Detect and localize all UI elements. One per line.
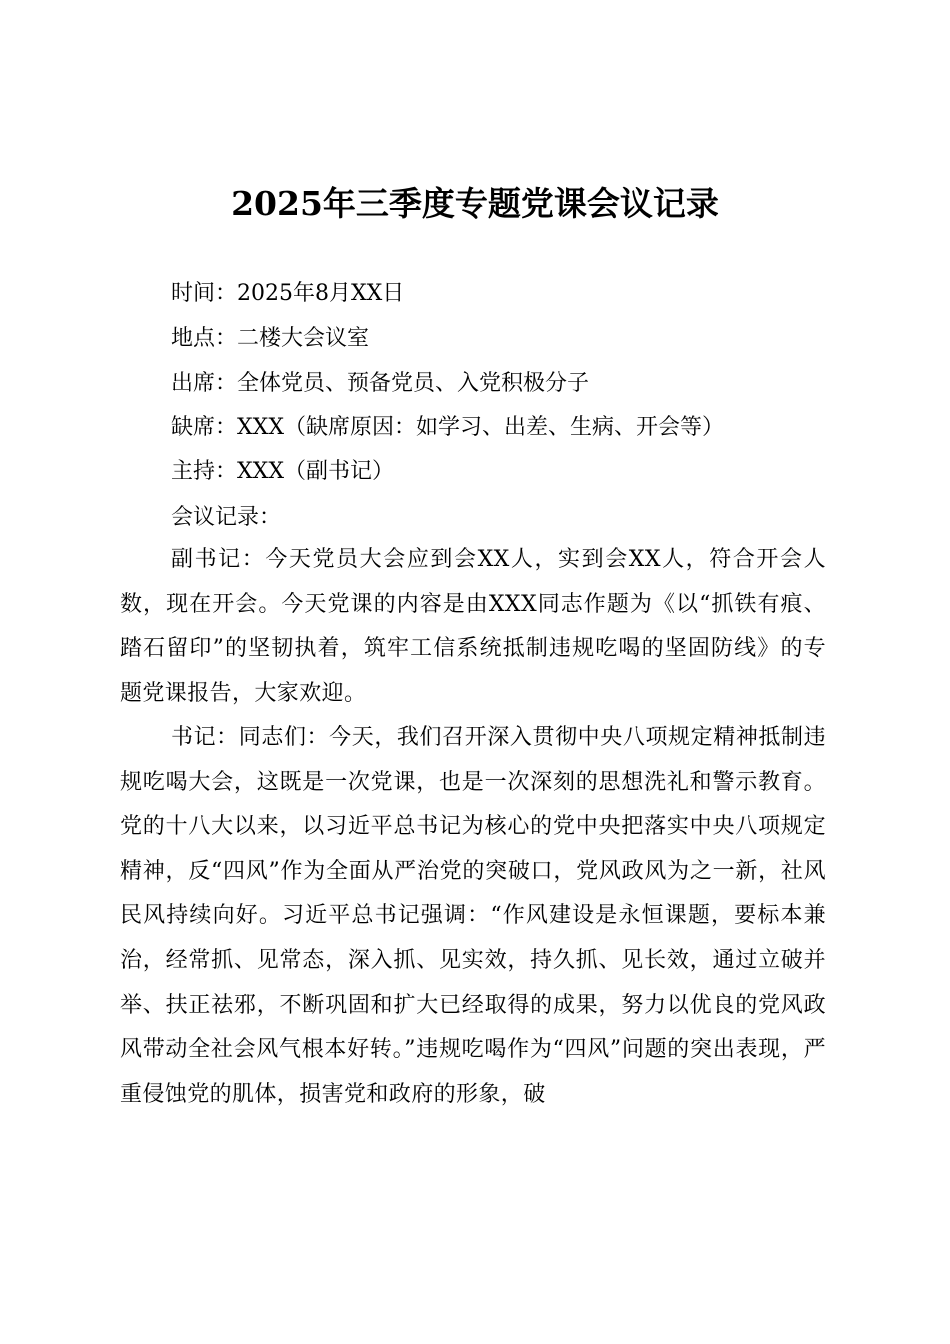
paragraph-deputy-secretary: 副书记：今天党员大会应到会XX人，实到会XX人，符合开会人数，现在开会。今天党课的内容是由XXX同志作题为《以“抓铁有痕、踏石留印”的坚韧执着，筑牢工信系统抵制违规吃喝的坚固防线》的专题党课报告，大家欢迎。 <box>120 547 826 706</box>
meeting-attendees: 出席：全体党员、预备党员、入党积极分子 <box>171 371 590 396</box>
meeting-record-label: 会议记录： <box>171 505 282 530</box>
meeting-host: 主持：XXX（副书记） <box>171 459 394 484</box>
paragraph-secretary: 书记：同志们：今天，我们召开深入贯彻中央八项规定精神抵制违规吃喝大会，这既是一次党课，也是一次深刻的思想洗礼和警示教育。党的十八大以来，以习近平总书记为核心的党中央把落实中央八项规定精神，反“四风”作为全面从严治党的突破口，党风政风为之一新，社风民风持续向好。习近平总书记强调：“作风建设是永恒课题，要标本兼治，经常抓、见常态，深入抓、见实效，持久抓、见长效，通过立破并举、扶正祛邪，不断巩固和扩大已经取得的成果，努力以优良的党风政风带动全社会风气根本好转。”违规吃喝作为“四风”问题的突出表现，严重侵蚀党的肌体，损害党和政府的形象，破 <box>120 725 826 1107</box>
meeting-absent: 缺席：XXX（缺席原因：如学习、出差、生病、开会等） <box>171 415 724 440</box>
meeting-time: 时间：2025年8月XX日 <box>171 281 405 306</box>
meeting-place: 地点：二楼大会议室 <box>171 326 370 351</box>
document-title: 2025年三季度专题党课会议记录 <box>231 184 719 223</box>
